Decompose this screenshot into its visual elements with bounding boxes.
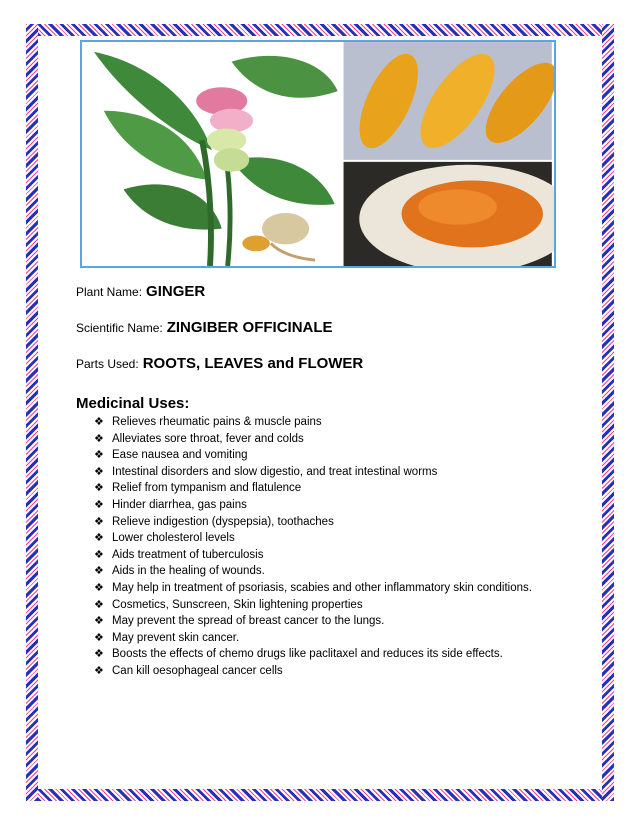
- diamond-bullet-icon: ❖: [94, 581, 104, 594]
- diamond-bullet-icon: ❖: [94, 432, 104, 445]
- list-item: [94, 663, 532, 680]
- diamond-bullet-icon: ❖: [94, 515, 104, 528]
- list-item: [94, 447, 532, 464]
- use-text: May prevent the spread of breast cancer to the lungs.: [112, 615, 385, 628]
- list-item: [94, 646, 532, 663]
- diamond-bullet-icon: ❖: [94, 598, 104, 611]
- diamond-bullet-icon: ❖: [94, 631, 104, 644]
- diamond-bullet-icon: ❖: [94, 532, 104, 545]
- use-text: Intestinal disorders and slow digestio, and treat intestinal worms: [112, 465, 438, 478]
- use-text: May prevent skin cancer.: [112, 631, 240, 644]
- plant-name-field: [76, 283, 205, 300]
- page-border-right: [602, 24, 614, 801]
- list-item: [94, 464, 532, 481]
- plant-photo-collage: [80, 40, 556, 268]
- diamond-bullet-icon: ❖: [94, 615, 104, 628]
- scientific-name-value: ZINGIBER OFFICINALE: [166, 319, 333, 336]
- list-item: [94, 497, 532, 514]
- scientific-name-field: [76, 319, 333, 336]
- list-item: [94, 613, 532, 630]
- list-item: [94, 597, 532, 614]
- use-text: Aids treatment of tuberculosis: [112, 548, 264, 561]
- diamond-bullet-icon: ❖: [94, 449, 104, 462]
- diamond-bullet-icon: ❖: [94, 664, 104, 677]
- list-item: [94, 630, 532, 647]
- list-item: [94, 547, 532, 564]
- diamond-bullet-icon: ❖: [94, 648, 104, 661]
- parts-used-field: [76, 355, 363, 372]
- page-border-top: [26, 24, 614, 36]
- diamond-bullet-icon: ❖: [94, 498, 104, 511]
- medicinal-uses-heading: Medicinal Uses:: [76, 395, 190, 412]
- use-text: Lower cholesterol levels: [112, 532, 235, 545]
- list-item: [94, 563, 532, 580]
- diamond-bullet-icon: ❖: [94, 465, 104, 478]
- use-text: Boosts the effects of chemo drugs like paclitaxel and reduces its side effects.: [112, 648, 503, 661]
- list-item: [94, 414, 532, 431]
- parts-used-label: Parts Used:: [76, 357, 139, 371]
- plant-illustration: [82, 42, 554, 266]
- list-item: [94, 530, 532, 547]
- use-text: Alleviates sore throat, fever and colds: [112, 432, 304, 445]
- use-text: Hinder diarrhea, gas pains: [112, 498, 247, 511]
- use-text: Ease nausea and vomiting: [112, 449, 248, 462]
- use-text: Can kill oesophageal cancer cells: [112, 664, 283, 677]
- scientific-name-label: Scientific Name:: [76, 321, 163, 335]
- use-text: Relief from tympanism and flatulence: [112, 482, 302, 495]
- use-text: Relieve indigestion (dyspepsia), toothaches: [112, 515, 334, 528]
- use-text: Cosmetics, Sunscreen, Skin lightening properties: [112, 598, 363, 611]
- plant-name-value: GINGER: [146, 283, 206, 300]
- medicinal-uses-list: [94, 414, 532, 680]
- diamond-bullet-icon: ❖: [94, 565, 104, 578]
- page-border-left: [26, 24, 38, 801]
- parts-used-value: ROOTS, LEAVES and FLOWER: [142, 355, 364, 372]
- page-border-bottom: [26, 789, 614, 801]
- list-item: [94, 431, 532, 448]
- list-item: [94, 580, 532, 597]
- use-text: Relieves rheumatic pains & muscle pains: [112, 416, 322, 428]
- list-item: [94, 480, 532, 497]
- diamond-bullet-icon: ❖: [94, 548, 104, 561]
- use-text: May help in treatment of psoriasis, scabies and other inflammatory skin conditions.: [112, 581, 532, 594]
- diamond-bullet-icon: ❖: [94, 416, 104, 428]
- diamond-bullet-icon: ❖: [94, 482, 104, 495]
- list-item: [94, 514, 532, 531]
- use-text: Aids in the healing of wounds.: [112, 565, 265, 578]
- plant-name-label: Plant Name:: [76, 285, 143, 299]
